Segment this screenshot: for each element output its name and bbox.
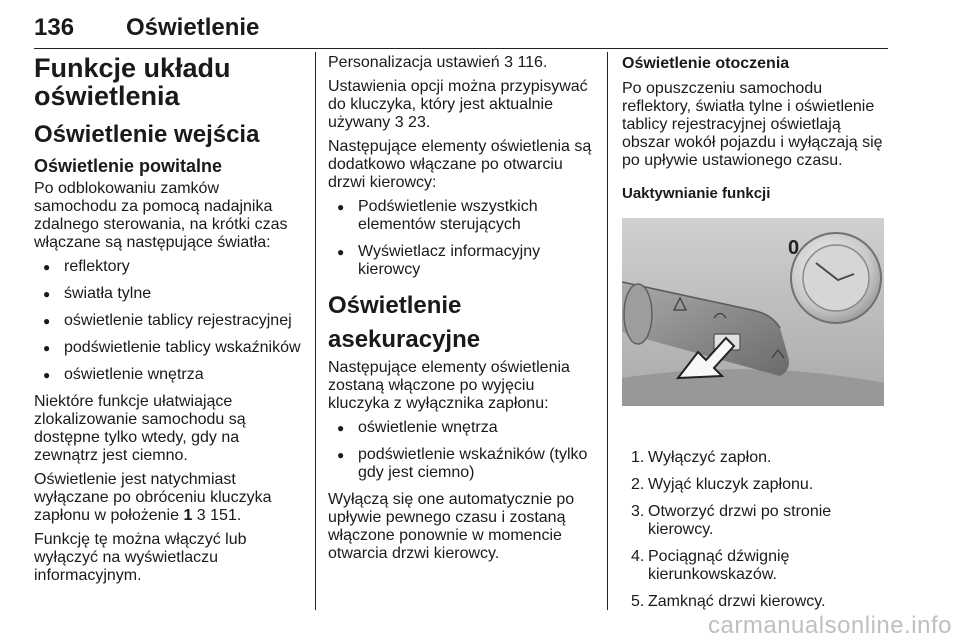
intro-paragraph: Po odblokowaniu zamków samochodu za pomocą nadajnika zdalnego sterowania, na krótki czas włączane są następujące światła:: [34, 180, 288, 251]
list-item: 2. Wyjąć kluczyk zapłonu.: [631, 476, 814, 493]
column-1: [34, 54, 306, 591]
cross-reference-icon: 3: [504, 54, 513, 71]
paragraph: Wyłączą się one automatycznie po upływie pewnego czasu i zostaną włączone ponownie w momencie otwarcia drzwi kierowcy.: [328, 491, 575, 562]
column-divider-2: [607, 52, 608, 610]
turn-signal-lever-illustration: [622, 218, 884, 406]
paragraph: Personalizacja ustawień 3 116.: [328, 54, 548, 71]
chapter-title: Oświetlenie: [126, 14, 260, 41]
list-item: 5. Zamknąć drzwi kierowcy.: [631, 593, 826, 610]
header-rule: [34, 48, 888, 49]
subsubsection-title: Oświetlenie powitalne: [34, 156, 223, 176]
list-item: ● podświetlenie wskaźników (tylko gdy jest ciemno): [328, 446, 598, 482]
list-item: ● oświetlenie wnętrza: [328, 419, 598, 437]
paragraph: Po opuszczeniu samochodu reflektory, światła tylne i oświetlenie tablicy rejestracyjnej oświetlają obszar wokół pojazdu i wyłączają się po upływie ustawionego czasu.: [622, 80, 883, 169]
page-header: [34, 14, 888, 44]
paragraph: Następujące elementy oświetlenia zostaną włączone po wyjęciu kluczyka z wyłącznika zapłonu:: [328, 359, 570, 412]
cross-reference-icon: 3: [394, 114, 404, 131]
column-2: [328, 54, 598, 569]
subsection-title: Oświetlenie otoczenia: [622, 55, 790, 72]
list-item: 3. Otworzyć drzwi po stronie kierowcy.: [631, 503, 832, 538]
subsection-title: Oświetlenie asekuracyjne: [328, 292, 481, 353]
door-lights-list: [328, 198, 598, 279]
paragraph: Funkcję tę można włączyć lub wyłączyć na wyświetlaczu informacyjnym.: [34, 531, 247, 584]
list-item: ● Wyświetlacz informacyjny kierowcy: [328, 243, 598, 279]
cross-reference-icon: 3: [196, 507, 206, 524]
switch-position-label: 0: [788, 237, 800, 259]
column-divider-1: [315, 52, 316, 610]
subsection-title: Oświetlenie wejścia: [34, 121, 260, 148]
list-item: ● oświetlenie wnętrza: [34, 366, 306, 384]
lights-list: [34, 258, 306, 384]
list-item: ● oświetlenie tablicy rejestracyjnej: [34, 312, 306, 330]
page-number: 136: [34, 14, 75, 41]
procedure-title: Uaktywnianie funkcji: [622, 185, 771, 202]
list-item: ● światła tylne: [34, 285, 306, 303]
list-item: ● podświetlenie tablicy wskaźników: [34, 339, 306, 357]
section-title: Funkcje układu oświetlenia: [34, 53, 231, 111]
paragraph: Następujące elementy oświetlenia są dodatkowo włączane po otwarciu drzwi kierowcy:: [328, 138, 592, 191]
watermark-text: carmanualsonline.info: [708, 612, 952, 639]
paragraph: Oświetlenie jest natychmiast wyłączane po obróceniu kluczyka zapłonu w położenie 1 3 151.: [34, 471, 272, 524]
list-item: 4. Pociągnąć dźwignię kierunkowskazów.: [631, 548, 790, 583]
list-item: ● reflektory: [34, 258, 306, 276]
paragraph: Niektóre funkcje ułatwiające zlokalizowanie samochodu są dostępne tylko wtedy, gdy na zewnątrz jest ciemno.: [34, 393, 246, 464]
safety-lights-list: [328, 419, 598, 482]
paragraph: Ustawienia opcji można przypisywać do kluczyka, który jest aktualnie używany 3 23.: [328, 78, 588, 131]
list-item: ● Podświetlenie wszystkich elementów sterujących: [328, 198, 598, 234]
activation-steps: [622, 449, 890, 611]
column-3: [622, 54, 890, 620]
list-item: 1. Wyłączyć zapłon.: [631, 449, 772, 466]
